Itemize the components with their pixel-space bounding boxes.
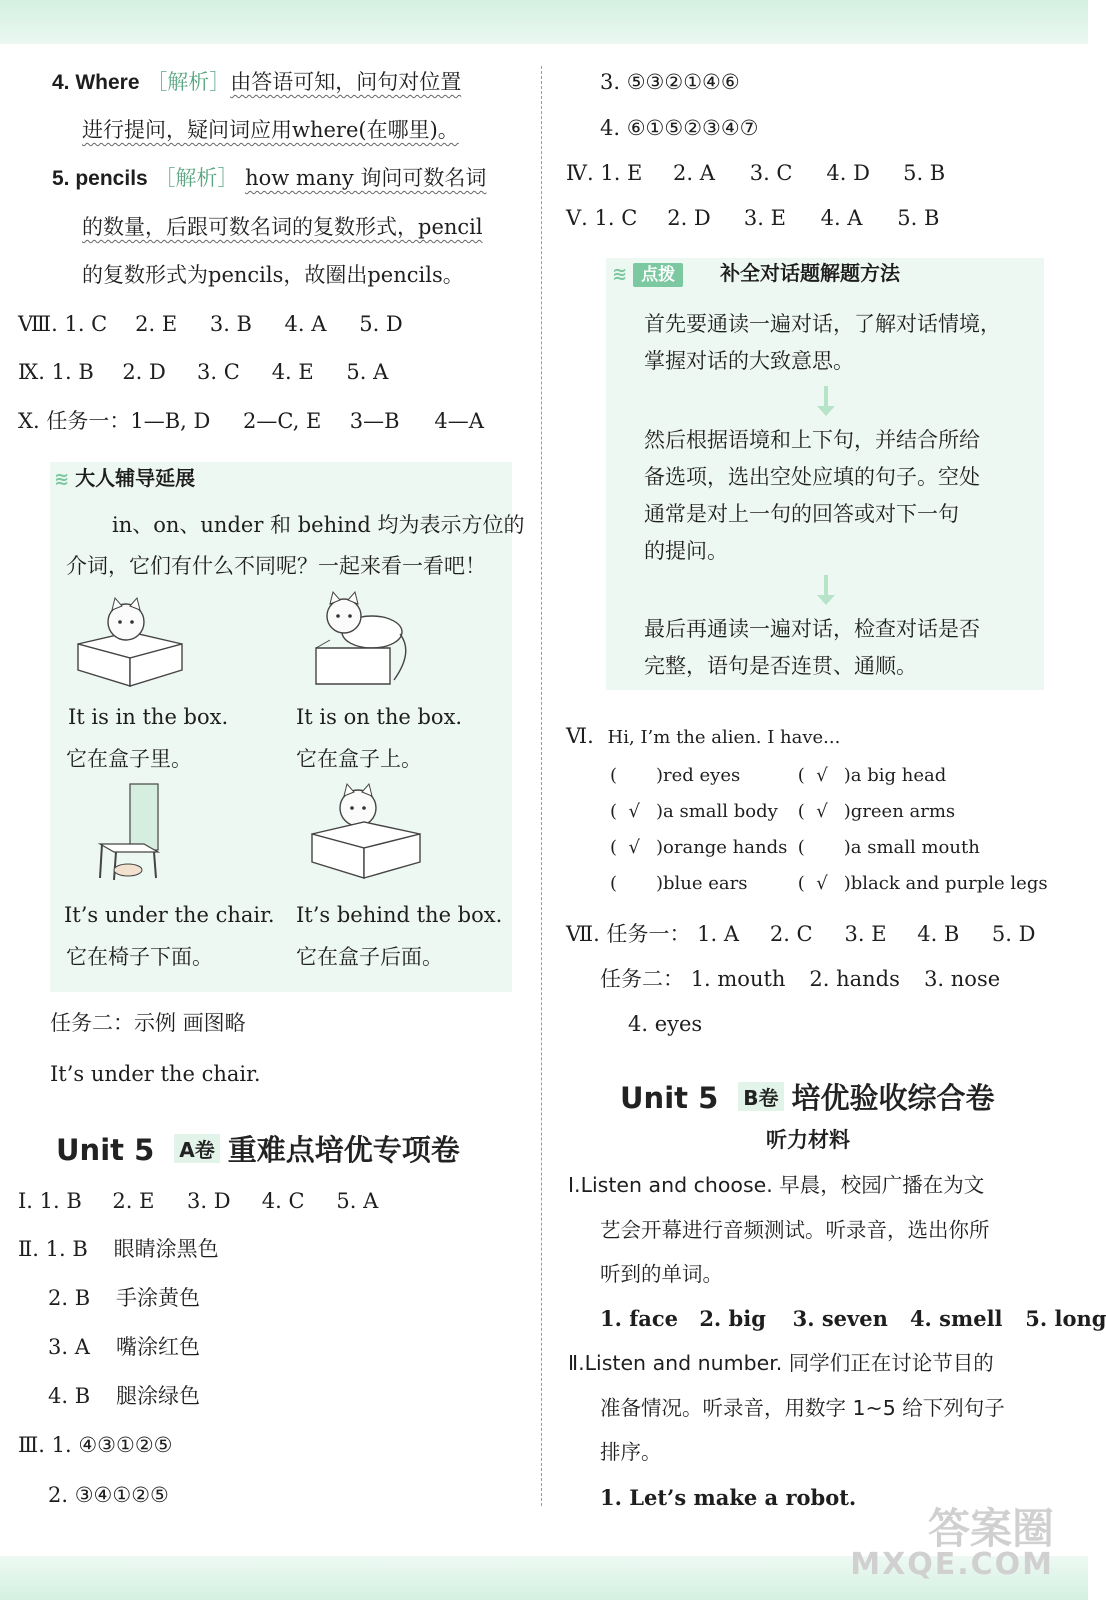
example-3-en: It’s under the chair. — [64, 903, 275, 927]
unit-a-heading: Unit 5 A卷 重难点培优专项卷 — [56, 1133, 460, 1167]
answer-5: 5. pencils ［解析］ how many 询问可数名词 — [52, 166, 487, 190]
section-8: Ⅷ. 1. C 2. E 3. B 4. A 5. D — [18, 312, 403, 336]
b-section-2-line-2: 准备情况。听录音，用数字 1~5 给下列句子 — [600, 1396, 1005, 1420]
section-9: Ⅸ. 1. B 2. D 3. C 4. E 5. A — [18, 360, 389, 384]
b-section-1-line-1: Ⅰ.Listen and choose. 早晨，校园广播在为文 — [568, 1173, 985, 1197]
watermark-logo: 答案圈 MXQE.COM — [850, 1504, 1054, 1582]
section-7-task-2: 任务二： 1. mouth 2. hands 3. nose — [600, 967, 1001, 991]
b-section-1-words: 1. face 2. big 3. seven 4. smell 5. long — [600, 1306, 1106, 1331]
b-section-1-line-3: 听到的单词。 — [600, 1262, 723, 1286]
section-5: Ⅴ. 1. C 2. D 3. E 4. A 5. B — [566, 206, 940, 230]
order-3: 3. ⑤③②①④⑥ — [600, 70, 740, 94]
cat-under-chair-illustration — [92, 782, 172, 882]
tip-intro-1: in、on、under 和 behind 均为表示方位的 — [112, 513, 525, 537]
cat-on-box-illustration — [310, 592, 420, 688]
method-step-2d: 的提问。 — [644, 539, 728, 563]
alien-row-4: ( )blue ears ( √ )black and purple legs — [610, 873, 1048, 894]
ribbon-icon: ≋ — [612, 264, 628, 285]
method-chip: 点拨 — [633, 263, 683, 287]
cat-in-box-illustration — [70, 596, 190, 688]
b-section-2-line-3: 排序。 — [600, 1440, 662, 1464]
b-section-2-first: 1. Let’s make a robot. — [600, 1485, 857, 1510]
example-4-zh: 它在盒子后面。 — [296, 945, 443, 969]
column-divider — [541, 66, 542, 1506]
answer-5-cont2: 的复数形式为pencils，故圈出pencils。 — [82, 263, 464, 287]
example-2-en: It is on the box. — [296, 705, 463, 729]
tip-intro-2: 介词，它们有什么不同呢？一起来看一看吧！ — [66, 554, 486, 578]
section-10: Ⅹ. 任务一：1—B, D 2—C, E 3—B 4—A — [18, 409, 484, 433]
task-2-line: 任务二：示例 画图略 — [50, 1011, 246, 1035]
method-step-3b: 完整，语句是否连贯、通顺。 — [644, 654, 917, 678]
ribbon-icon: ≋ — [54, 469, 70, 490]
task-2-sentence: It’s under the chair. — [50, 1062, 261, 1086]
a-section-3-1: Ⅲ. 1. ④③①②⑤ — [18, 1433, 173, 1457]
a-section-2-1: Ⅱ. 1. B 眼睛涂黑色 — [18, 1237, 219, 1261]
section-6-intro: Ⅵ. Hi, I’m the alien. I have... — [566, 724, 841, 748]
method-step-2b: 备选项，选出空处应填的句子。空处 — [644, 465, 980, 489]
b-section-1-line-2: 艺会开幕进行音频测试。听录音，选出你所 — [600, 1218, 990, 1242]
example-4-en: It’s behind the box. — [296, 903, 503, 927]
example-3-zh: 它在椅子下面。 — [66, 945, 213, 969]
example-1-zh: 它在盒子里。 — [66, 747, 192, 771]
a-section-2-3: 3. A 嘴涂红色 — [48, 1335, 200, 1359]
example-1-en: It is in the box. — [68, 705, 229, 729]
section-4: Ⅳ. 1. E 2. A 3. C 4. D 5. B — [566, 161, 946, 185]
method-step-2a: 然后根据语境和上下句，并结合所给 — [644, 428, 980, 452]
top-decor-band — [0, 0, 1088, 44]
b-section-2-line-1: Ⅱ.Listen and number. 同学们正在讨论节目的 — [568, 1351, 994, 1375]
method-step-1b: 掌握对话的大致意思。 — [644, 349, 854, 373]
tip-title: ≋ 大人辅导延展 — [54, 466, 196, 490]
a-section-2-2: 2. B 手涂黄色 — [48, 1286, 200, 1310]
alien-row-2: ( √ )a small body ( √ )green arms — [610, 801, 956, 822]
a-section-2-4: 4. B 腿涂绿色 — [48, 1384, 200, 1408]
unit-b-heading: Unit 5 B卷 培优验收综合卷 — [620, 1081, 995, 1115]
answer-4-cont: 进行提问，疑问词应用where(在哪里)。 — [82, 118, 459, 142]
method-step-2c: 通常是对上一句的回答或对下一句 — [644, 502, 959, 526]
method-step-1a: 首先要通读一遍对话，了解对话情境， — [644, 312, 1001, 336]
method-step-3a: 最后再通读一遍对话，检查对话是否 — [644, 617, 980, 641]
answer-5-cont: 的数量，后跟可数名词的复数形式，pencil — [82, 215, 483, 239]
down-arrow-icon — [824, 386, 828, 408]
a-section-1: Ⅰ. 1. B 2. E 3. D 4. C 5. A — [18, 1189, 379, 1213]
alien-row-1: ( )red eyes ( √ )a big head — [610, 765, 947, 786]
example-2-zh: 它在盒子上。 — [296, 747, 422, 771]
section-7-task-1: Ⅶ. 任务一： 1. A 2. C 3. E 4. B 5. D — [566, 922, 1036, 946]
cat-behind-box-illustration — [302, 786, 430, 882]
section-7-task-2-last: 4. eyes — [628, 1012, 703, 1036]
unit-b-subtitle: 听力材料 — [766, 1128, 850, 1152]
method-title: ≋ 点拨 补全对话题解题方法 — [612, 261, 901, 285]
answer-4: 4. Where ［解析］由答语可知，问句对位置 — [52, 70, 462, 94]
alien-row-3: ( √ )orange hands ( )a small mouth — [610, 837, 980, 858]
order-4: 4. ⑥①⑤②③④⑦ — [600, 116, 759, 140]
a-section-3-2: 2. ③④①②⑤ — [48, 1483, 169, 1507]
down-arrow-icon — [824, 575, 828, 597]
